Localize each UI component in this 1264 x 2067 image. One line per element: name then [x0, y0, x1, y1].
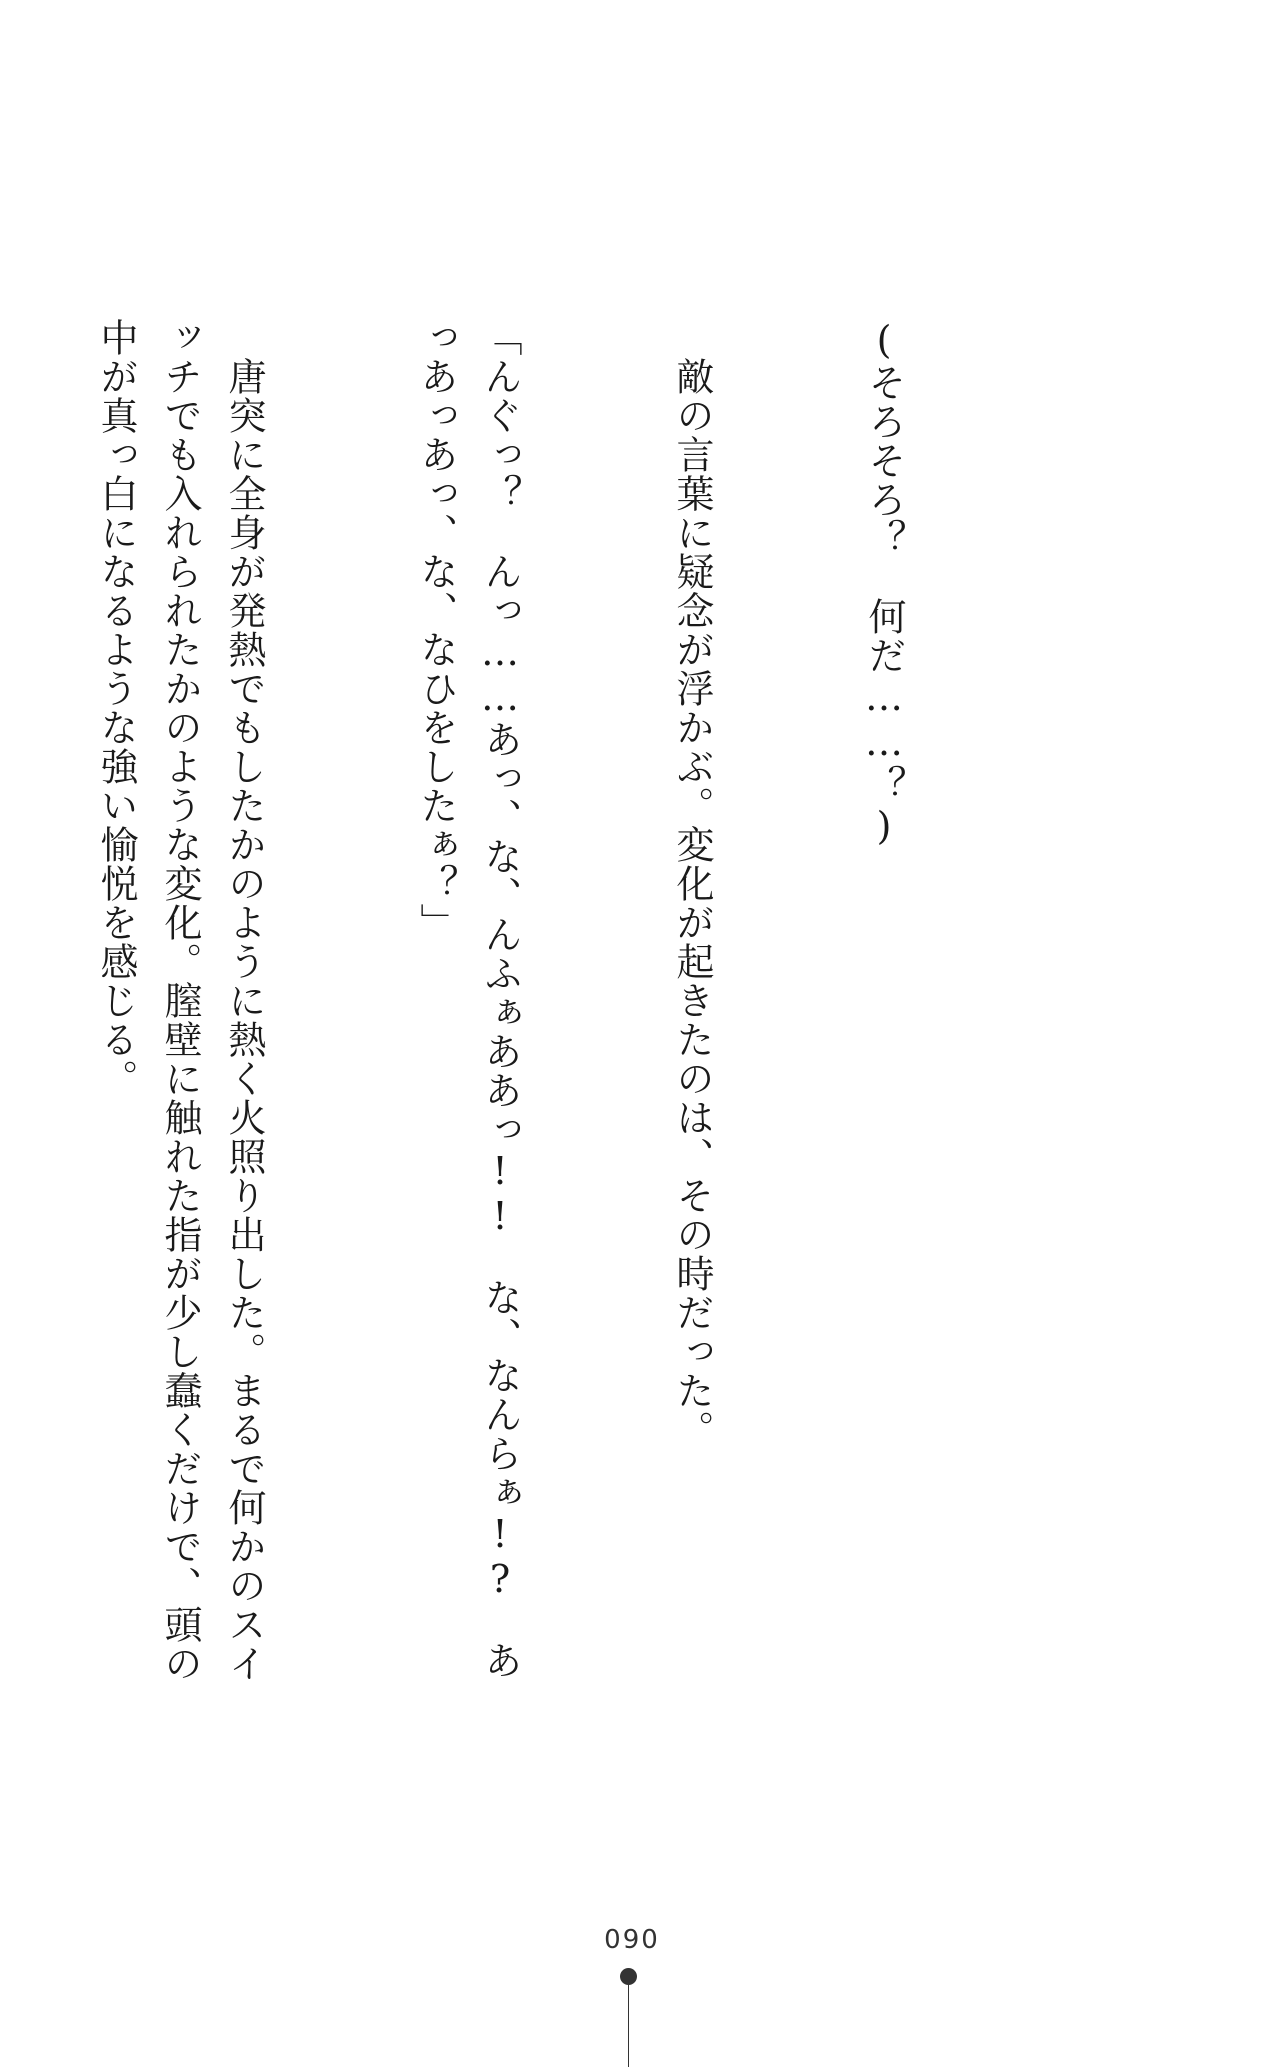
page-marker-dot — [620, 1968, 637, 1985]
novel-text-block — [0, 318, 1044, 1688]
paragraph: 唐突に全身が発熱でもしたかのように熱く火照り出した。まるで何かのスイッチでも入れられたかのような変化。膣壁に触れた指が少し蠢くだけで、頭の中が真っ白になるような強い愉悦を感じる。 — [94, 318, 266, 1683]
paragraph: 敵の言葉に疑念が浮かぶ。変化が起きたのは、その時だった。 — [670, 318, 714, 1449]
page-number: 090 — [604, 1925, 660, 1955]
page-marker-line — [628, 1984, 629, 2067]
paragraph: (そろそろ？ 何だ……？) — [862, 318, 906, 849]
paragraph: 「んぐっ？ んっ……あっ、な、んふぁああっ!! な、なんらぁ!? あっあっあっ、な、なひをしたぁ？」 — [414, 318, 522, 1680]
